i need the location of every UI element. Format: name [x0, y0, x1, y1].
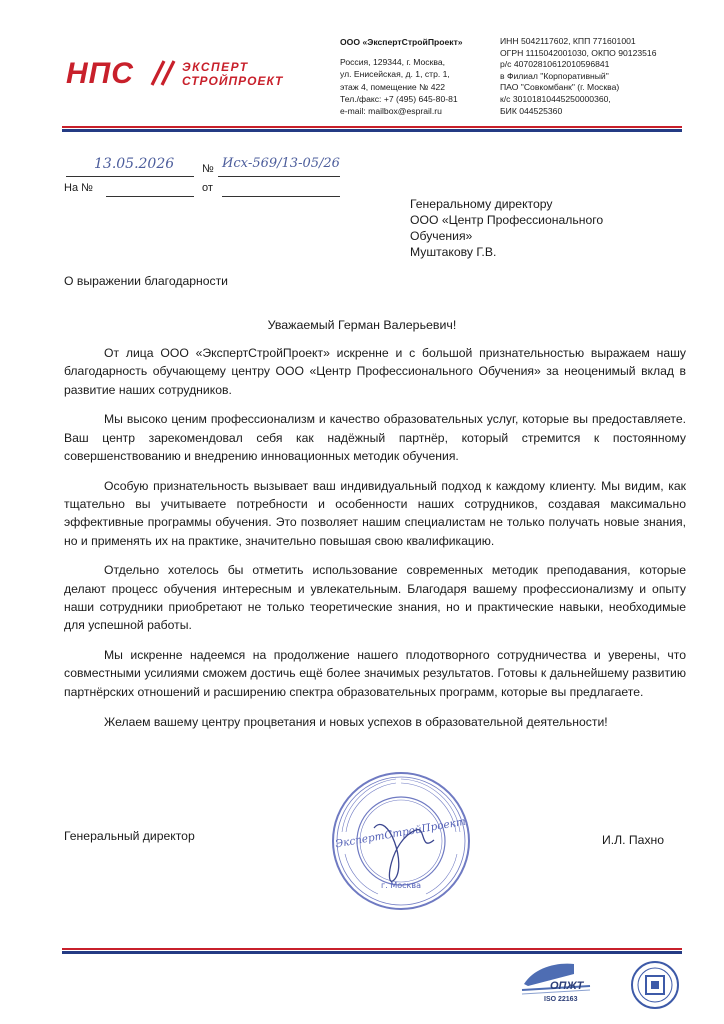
letter-subject: О выражении благодарности — [64, 274, 228, 288]
body-paragraph: Мы высоко ценим профессионализм и качество образовательных услуг, которые вы предоставляете. Ваш центр зарекомендовал себя как надёжный партнёр, который стремится к постоянному совершенствованию и внедрению инновационных методик обучения. — [64, 412, 686, 463]
logo-abbr: НПС — [66, 58, 134, 88]
bank-line: ОГРН 1115042001030, ОКПО 90123516 — [500, 47, 657, 58]
addressee-line: Генеральному директору — [410, 197, 553, 211]
bank-line: ПАО "Совкомбанк" (г. Москва) — [500, 82, 620, 93]
header-divider — [62, 126, 682, 132]
company-name: ООО «ЭкспертСтройПроект» — [340, 37, 463, 47]
addressee-line: ООО «Центр Профессионального — [410, 213, 604, 227]
bank-line: ИНН 5042117602, КПП 771601001 — [500, 36, 636, 46]
addressee-line: Муштакову Г.В. — [410, 245, 497, 259]
logo-line1: ЭКСПЕРТ — [182, 60, 249, 74]
signatory-name: И.Л. Пахно — [602, 833, 665, 847]
body-paragraph: Желаем вашему центру процветания и новых успехов в образовательной деятельности! — [104, 714, 608, 729]
incoming-number-label: На № — [64, 182, 93, 194]
bank-line: БИК 044525360 — [500, 105, 563, 116]
company-logo — [66, 58, 316, 88]
date-underline — [66, 175, 194, 177]
logo-line2: СТРОЙПРОЕКТ — [182, 74, 284, 88]
bank-line: к/с 30101810445250000360, — [500, 93, 611, 104]
incoming-number-line — [106, 195, 194, 197]
seal-city: г. Москва — [381, 881, 421, 890]
handwritten-number: Исх-569/13-05/26 — [222, 156, 340, 171]
letter-body — [64, 344, 686, 742]
bank-details — [500, 36, 700, 117]
address-line: ул. Енисейская, д. 1, стр. 1, — [340, 69, 450, 80]
address-line: этаж 4, помещение № 422 — [340, 81, 446, 92]
number-symbol: № — [202, 163, 214, 175]
company-seal — [330, 770, 472, 912]
bank-line: р/с 40702810612010596841 — [500, 59, 610, 70]
bank-line: в Филиал "Корпоративный" — [500, 70, 609, 81]
addressee-line: Обучения» — [410, 229, 473, 243]
addressee-block — [410, 196, 690, 260]
greeting: Уважаемый Герман Валерьевич! — [267, 318, 457, 332]
body-paragraph: От лица ООО «ЭкспертСтройПроект» искренне и с большой признательностью выражаем нашу благодарность обучающему центру ООО «Центр Профессионального Обучения» за неоценимый вклад в развитие наших сотрудников. — [64, 346, 686, 397]
phone-line: Тел./факс: +7 (495) 645-80-81 — [340, 93, 458, 104]
cert-name: ОПЖТ — [550, 980, 584, 992]
email-line: e-mail: mailbox@esprail.ru — [340, 106, 442, 117]
address-line: Россия, 129344, г. Москва, — [340, 57, 445, 68]
footer-divider — [62, 948, 682, 954]
handwritten-date: 13.05.2026 — [94, 156, 175, 172]
body-paragraph: Особую признательность вызывает ваш индивидуальный подход к каждому клиенту. Мы видим, как тщательно вы учитываете потребности и особенности наших сотрудников, создавая максимально эффективные программы обучения. Это позволяет нашим специалистам не только получать новые знания, но и применять их на практике, значительно повышая свою квалификацию. — [64, 478, 686, 548]
certification-logo — [520, 956, 600, 1004]
body-paragraph: Отдельно хотелось бы отметить использование современных методик преподавания, которые делают процесс обучения интересным и увлекательным. Благодаря вашему профессионализму и опыту наши сотрудники приобретают не только теоретические знания, но и практические навыки, необходимые для успешной работы. — [64, 563, 686, 633]
incoming-date-label: от — [202, 182, 213, 194]
seal-center-text: ЭкспертСтройПроект — [334, 815, 467, 851]
cert-standard: ISO 22163 — [544, 996, 578, 1003]
incoming-date-line — [222, 195, 340, 197]
body-paragraph: Мы искренне надеемся на продолжение нашего плодотворного сотрудничества и уверены, что совместными усилиями сможем достичь ещё более значимых результатов. Готовы к дальнейшему развитию партнёрских отношений и расширению спектра образовательных программ, которые вы предлагаете. — [64, 648, 686, 699]
signatory-title: Генеральный директор — [64, 829, 195, 843]
number-underline — [218, 175, 340, 177]
company-address — [340, 36, 500, 117]
quality-seal-icon — [630, 960, 680, 1010]
